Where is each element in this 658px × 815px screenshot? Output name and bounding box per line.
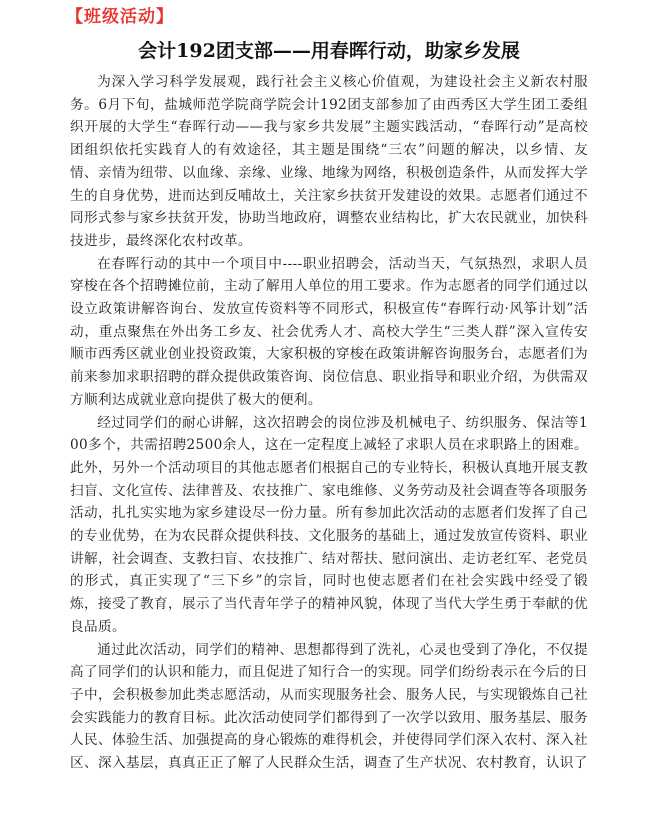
section-tag: 【班级活动】 bbox=[66, 7, 174, 27]
article-body bbox=[70, 71, 588, 775]
article-title: 会计192团支部——用春晖行动，助家乡发展 bbox=[138, 40, 520, 62]
article-paragraph: 为深入学习科学发展观，践行社会主义核心价值观，为建设社会主义新农村服务。6月下旬，盐城师范学院商学院会计192团支部参加了由西秀区大学生团工委组织开展的大学生“春晖行动——我与家乡共发展”主题实践活动，“春晖行动”是高校团组织依托实践育人的有效途径，其主题是围绕“三农”问题的解决，以乡情、友情、亲情为纽带、以血缘、亲缘、业缘、地缘为网络，积极创造条件，从而发挥大学生的自身优势，进而达到反哺故土，关注家乡扶贫开发建设的效果。志愿者们通过不同形式参与家乡扶贫开发，协助当地政府，调整农业结构比，扩大农民就业，加快科技进步，最终深化农村改革。 bbox=[70, 74, 588, 249]
article-paragraph: 通过此次活动，同学们的精神、思想都得到了洗礼，心灵也受到了净化，不仅提高了同学们的认识和能力，而且促进了知行合一的实现。同学们纷纷表示在今后的日子中，会积极参加此类志愿活动，从而实现服务社会、服务人民，与实现锻炼自己社会实践能力的教育目标。此次活动使同学们都得到了一次学以致用、服务基层、服务人民、体验生活、加强提高的身心锻炼的难得机会，并使得同学们深入农村、深入社区、深入基层，真真正正了解了人民群众生活，调查了生产状况、农村教育，认识了 bbox=[70, 641, 588, 772]
article-paragraph: 在春晖行动的其中一个项目中----职业招聘会，活动当天，气氛热烈，求职人员穿梭在各个招聘摊位前，主动了解用人单位的用工要求。作为志愿者的同学们通过以设立政策讲解咨询台、发放宣传资料等不同形式，积极宣传“春晖行动·风筝计划”活动，重点聚焦在外出务工乡友、社会优秀人才、高校大学生“三类人群”深入宣传安顺市西秀区就业创业投资政策，大家积极的穿梭在政策讲解咨询服务台，志愿者们为前来参加求职招聘的群众提供政策咨询、岗位信息、职业指导和职业介绍，为供需双方顺利达成就业意向提供了极大的便利。 bbox=[70, 255, 588, 408]
article-paragraph: 经过同学们的耐心讲解，这次招聘会的岗位涉及机械电子、纺织服务、保洁等100多个，共需招聘2500余人，这在一定程度上减轻了求职人员在求职路上的困难。此外，另外一个活动项目的其他志愿者们根据自己的专业特长，积极认真地开展支教扫盲、文化宣传、法律普及、农技推广、家电维修、义务劳动及社会调查等各项服务活动，扎扎实实地为家乡建设尽一份力量。所有参加此次活动的志愿者们发挥了自己的专业优势，在为农民群众提供科技、文化服务的基础上，通过发放宣传资料、职业讲解，社会调查、支教扫盲、农技推广、结对帮扶、慰问演出、走访老红军、老党员的形式，真正实现了“三下乡”的宗旨，同时也使志愿者们在社会实践中经受了锻炼，接受了教育，展示了当代青年学子的精神风貌，体现了当代大学生勇于奉献的优良品质。 bbox=[70, 414, 588, 635]
